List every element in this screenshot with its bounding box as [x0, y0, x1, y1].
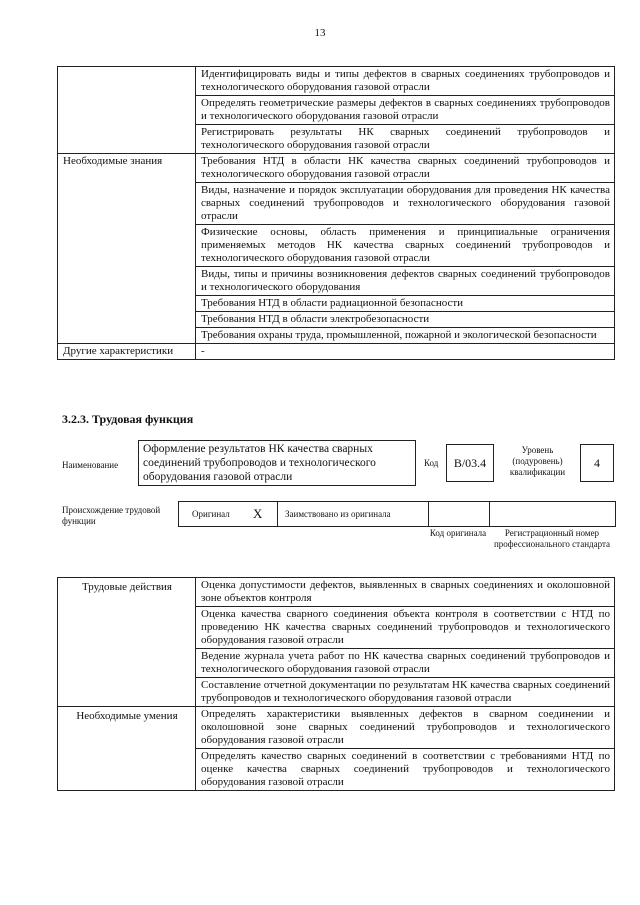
row-item: Оценка допустимости дефектов, выявленных в сварных соединениях и околошовной зоне объектов контроля	[196, 578, 615, 607]
origin-borrowed-label: Заимствовано из оригинала	[285, 509, 391, 519]
row-item: Регистрировать результаты НК сварных соединений трубопроводов и технологического оборудования газовой отрасли	[196, 125, 615, 154]
origin-borrowed-cell	[277, 502, 429, 526]
section-heading: 3.2.3. Трудовая функция	[62, 412, 194, 426]
page-number: 13	[314, 27, 326, 39]
row-item: Физические основы, область применения и принципиальные ограничения применяемых методов НК качества сварных соединений трубопроводов и технологического оборудования газовой отрасли	[196, 225, 615, 267]
origin-code-cell	[428, 502, 490, 526]
skills-knowledge-table	[57, 66, 615, 360]
row-item: Виды, назначение и порядок эксплуатации оборудования для проведения НК качества сварных соединений трубопроводов и технологического оборудования газовой отрасли	[196, 183, 615, 225]
row-item: Требования НТД в области электробезопасности	[196, 312, 615, 328]
code-label: Код	[424, 458, 439, 468]
row-item: Требования НТД в области НК качества сварных соединений трубопроводов и технологического оборудования газовой отрасли	[196, 154, 615, 183]
row-label: Необходимые знания	[58, 154, 196, 344]
code-original-caption: Код оригинала	[429, 528, 487, 538]
row-item: Идентифицировать виды и типы дефектов в сварных соединениях трубопроводов и технологического оборудования газовой отрасли	[196, 67, 615, 96]
row-item: Требования охраны труда, промышленной, пожарной и экологической безопасности	[196, 328, 615, 344]
actions-skills-table	[57, 577, 615, 791]
code-value-box: В/03.4	[446, 444, 494, 482]
row-item: Виды, типы и причины возникновения дефектов сварных соединений трубопроводов и технологического оборудования	[196, 267, 615, 296]
reg-number-caption: Регистрационный номер профессионального стандарта	[493, 528, 611, 549]
row-label: Другие характеристики	[58, 344, 196, 360]
row-item: Требования НТД в области радиационной безопасности	[196, 296, 615, 312]
row-label: Необходимые умения	[58, 707, 196, 791]
table-row	[58, 707, 615, 749]
row-label: Трудовые действия	[58, 578, 196, 707]
origin-table	[178, 501, 616, 527]
origin-original-label: Оригинал	[192, 509, 230, 519]
row-item: Ведение журнала учета работ по НК качества сварных соединений трубопроводов и технологического оборудования газовой отрасли	[196, 649, 615, 678]
row-item: Определять качество сварных соединений в соответствии с требованиями НТД по оценке качества сварных соединений трубопроводов и технологического оборудования газовой отрасли	[196, 749, 615, 791]
origin-label: Происхождение трудовой функции	[62, 505, 161, 526]
row-item: Оценка качества сварного соединения объекта контроля в соответствии с НТД по проведению НК качества сварных соединений трубопроводов и технологического оборудования газовой отрасли	[196, 607, 615, 649]
row-label	[58, 67, 196, 154]
bottom-table-body	[58, 578, 615, 791]
name-label: Наименование	[62, 460, 119, 470]
level-value-box: 4	[580, 444, 614, 482]
row-item: Определять геометрические размеры дефектов в сварных соединениях трубопроводов и технологического оборудования газовой отрасли	[196, 96, 615, 125]
level-label: Уровень (подуровень) квалификации	[509, 445, 566, 477]
table-row	[58, 344, 615, 360]
origin-original-cell	[179, 502, 278, 526]
function-name-box: Оформление результатов НК качества сварных соединений трубопроводов и технологического оборудования газовой отрасли	[138, 440, 416, 486]
table-row	[58, 67, 615, 96]
row-item: Составление отчетной документации по результатам НК качества сварных соединений трубопроводов и технологического оборудования газовой отрасли	[196, 678, 615, 707]
row-item: Определять характеристики выявленных дефектов в сварном соединении и околошовной зоне сварных соединений трубопроводов и технологического оборудования газовой отрасли	[196, 707, 615, 749]
top-table-body	[58, 67, 615, 360]
origin-mark: Х	[253, 506, 263, 521]
table-row	[58, 578, 615, 607]
table-row	[58, 154, 615, 183]
row-item: -	[196, 344, 615, 360]
